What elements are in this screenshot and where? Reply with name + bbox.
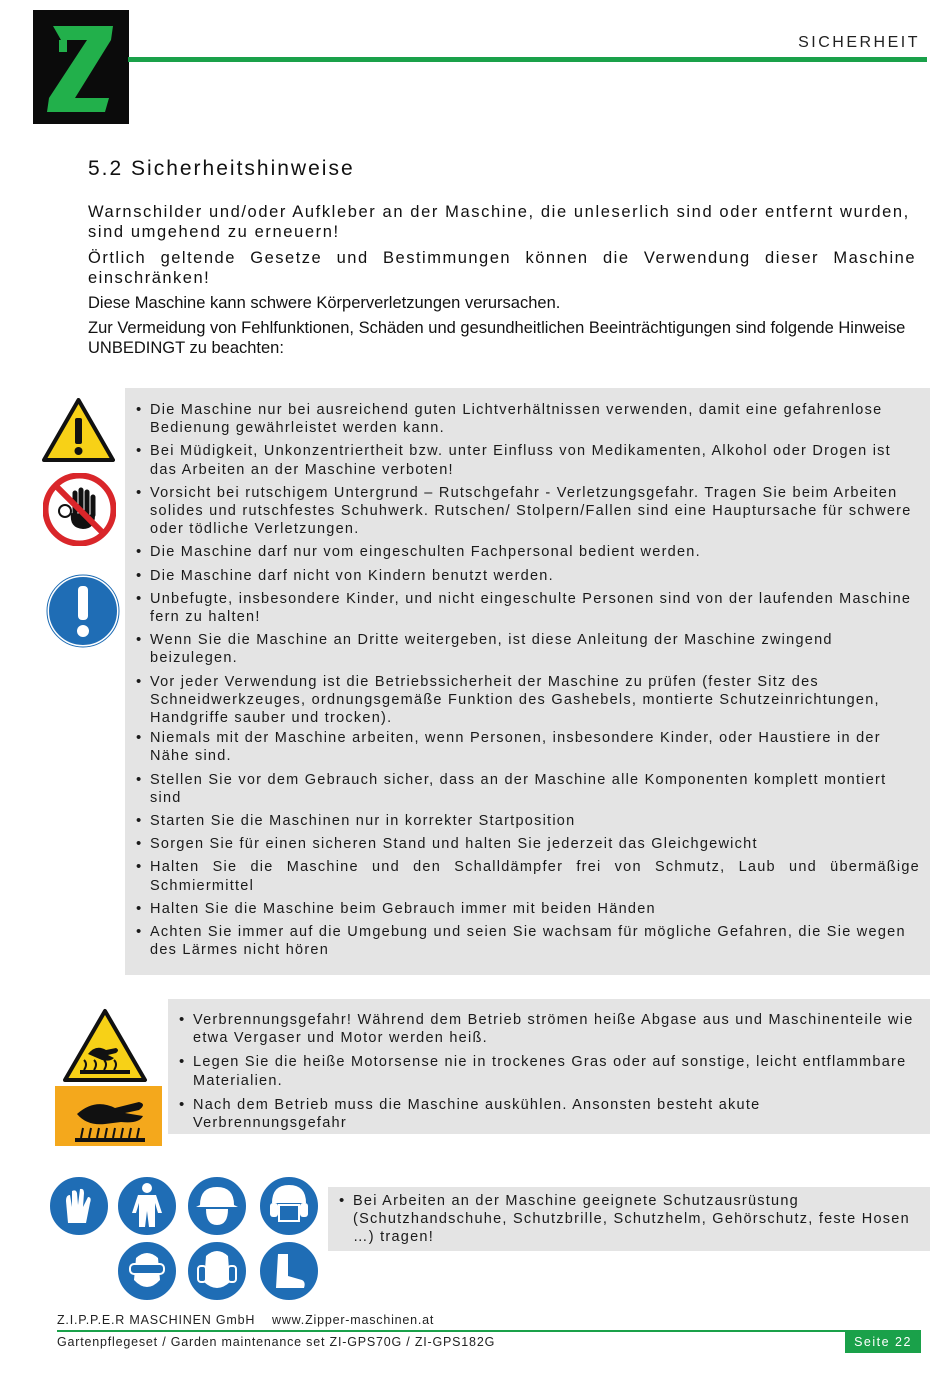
list-item: • Achten Sie immer auf die Umgebung und seien Sie wachsam für mögliche Gefahren, die Sie wegen des Lärmes nicht hören (125, 923, 920, 959)
general-safety-list (125, 401, 920, 959)
burn-hazard-box (168, 999, 930, 1134)
list-item: • Halten Sie die Maschine beim Gebrauch immer mit beiden Händen (125, 900, 920, 918)
ear-protection-icon (186, 1240, 248, 1302)
company-logo (33, 10, 129, 124)
ppe-list (328, 1192, 918, 1247)
footer-company: Z.I.P.P.E.R MASCHINEN GmbH (57, 1313, 256, 1327)
list-item: • Wenn Sie die Maschine an Dritte weitergeben, ist diese Anleitung der Maschine zwingend beizulegen. (125, 631, 920, 667)
list-item: • Legen Sie die heiße Motorsense nie in trockenes Gras oder auf sonstige, leicht entflammbare Materialien. (168, 1053, 918, 1089)
list-item: • Vor jeder Verwendung ist die Betriebssicherheit der Maschine zu prüfen (fester Sitz des Schneidwerkzeuges, ordnungsgemäße Funktion des Gashebels, montierte Schutzeinrichtungen, Handgriffe sauber und trocken). (125, 673, 920, 728)
list-item: • Nach dem Betrieb muss die Maschine auskühlen. Ansonsten besteht akute Verbrennungsgefahr (168, 1096, 918, 1132)
hot-surface-burn-icon (55, 1086, 162, 1146)
gloves-icon (48, 1175, 110, 1237)
list-item: • Sorgen Sie für einen sicheren Stand und halten Sie jederzeit das Gleichgewicht (125, 835, 920, 853)
intro-paragraph: Diese Maschine kann schwere Körperverletzungen verursachen. (88, 294, 561, 312)
safety-glasses-icon (116, 1240, 178, 1302)
footer-website: www.Zipper-maschinen.at (272, 1313, 435, 1327)
list-item: • Stellen Sie vor dem Gebrauch sicher, dass an der Maschine alle Komponenten komplett montiert sind (125, 771, 920, 807)
safety-boots-icon (258, 1240, 320, 1302)
general-safety-box (125, 388, 930, 975)
footer-product: Gartenpflegeset / Garden maintenance set ZI-GPS70G / ZI-GPS182G (57, 1335, 496, 1349)
general-warning-icon (42, 398, 115, 463)
list-item: • Bei Müdigkeit, Unkonzentriertheit bzw. unter Einfluss von Medikamenten, Alkohol oder Drogen ist das Arbeiten an der Maschine verboten! (125, 442, 920, 478)
burn-hazard-list (168, 1011, 918, 1132)
list-item: • Die Maschine darf nicht von Kindern benutzt werden. (125, 567, 920, 585)
mandatory-notice-icon (46, 574, 120, 648)
zipper-logo-icon (33, 10, 129, 124)
list-item: • Die Maschine nur bei ausreichend guten Lichtverhältnissen verwenden, damit eine gefahrenlose Bedienung gewährleistet werden kann. (125, 401, 920, 437)
footer-rule (57, 1330, 921, 1332)
intro-paragraph: Örtlich geltende Gesetze und Bestimmungen können die Verwendung dieser Maschine einschränken! (88, 249, 916, 287)
helmet-visor-earmuffs-icon (258, 1175, 320, 1237)
list-item: • Bei Arbeiten an der Maschine geeignete Schutzausrüstung (Schutzhandschuhe, Schutzbrille, Schutzhelm, Gehörschutz, feste Hosen …) tragen! (328, 1192, 918, 1247)
list-item: • Unbefugte, insbesondere Kinder, und nicht eingeschulte Personen sind von der laufenden Maschine fern zu halten! (125, 590, 920, 626)
hot-surface-warning-icon (62, 1008, 148, 1084)
list-item: • Halten Sie die Maschine und den Schalldämpfer frei von Schmutz, Laub und übermäßige Schmiermittel (125, 858, 920, 894)
protective-suit-icon (116, 1175, 178, 1237)
header-section-label: SICHERHEIT (798, 34, 920, 51)
intro-paragraph: Warnschilder und/oder Aufkleber an der Maschine, die unleserlich sind oder entfernt wurden, sind umgehend zu erneuern! (88, 203, 910, 241)
header-rule (128, 57, 927, 62)
list-item: • Verbrennungsgefahr! Während dem Betrieb strömen heiße Abgase aus und Maschinenteile wie etwa Vergaser und Motor werden heiß. (168, 1011, 918, 1047)
page-number-badge: Seite 22 (845, 1332, 921, 1353)
ppe-box (328, 1187, 930, 1251)
list-item: • Die Maschine darf nur vom eingeschulten Fachpersonal bedient werden. (125, 543, 920, 561)
list-item: • Starten Sie die Maschinen nur in korrekter Startposition (125, 812, 920, 830)
list-item: • Niemals mit der Maschine arbeiten, wenn Personen, insbesondere Kinder, oder Haustiere in der Nähe sind. (125, 729, 920, 765)
intro-paragraph: Zur Vermeidung von Fehlfunktionen, Schäden und gesundheitlichen Beeinträchtigungen sind folgende Hinweise UNBEDINGT zu beachten: (88, 319, 906, 357)
helmet-icon (186, 1175, 248, 1237)
no-access-hand-icon (43, 473, 116, 546)
list-item: • Vorsicht bei rutschigem Untergrund – Rutschgefahr - Verletzungsgefahr. Tragen Sie beim Arbeiten solides und rutschfestes Schuhwerk. Rutschen/ Stolpern/Fallen sind eine Hauptursache für schwere oder tödliche Verletzungen. (125, 484, 920, 539)
section-heading: 5.2 Sicherheitshinweise (88, 157, 355, 180)
